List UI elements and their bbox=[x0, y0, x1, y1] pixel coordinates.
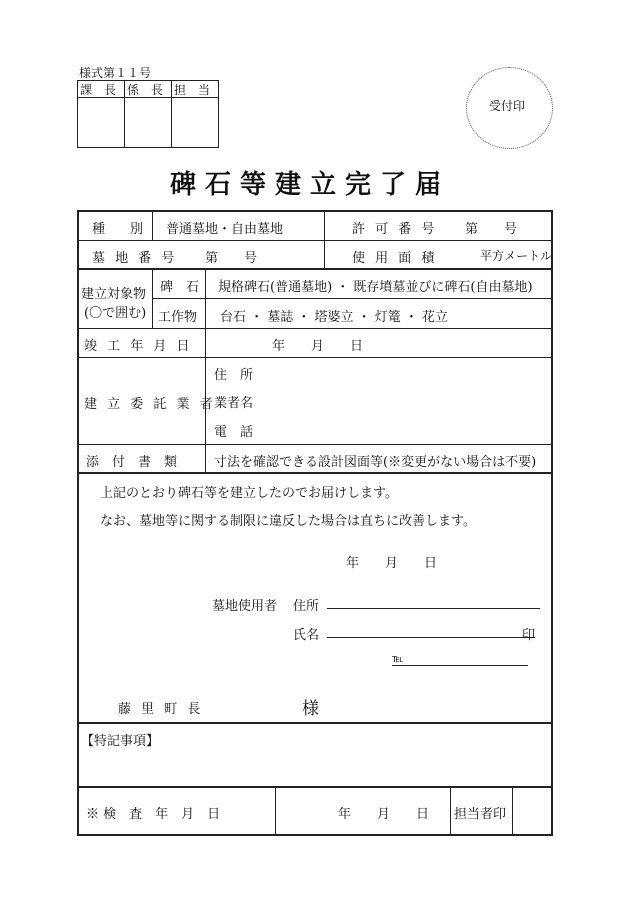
row-divider bbox=[77, 268, 553, 270]
attachment-value: 寸法を確認できる設計図面等(※変更がない場合は不要) bbox=[214, 455, 537, 470]
permit-label: 許 可 番 号 bbox=[352, 222, 438, 237]
inspection-col-divider bbox=[450, 786, 451, 836]
completion-value: 年 月 日 bbox=[272, 339, 364, 354]
object-label: 建立対象物 bbox=[81, 287, 147, 302]
honorific: 様 bbox=[302, 699, 319, 719]
contractor-name-label: 業者名 bbox=[214, 396, 254, 411]
approval-header-staff: 担 当 bbox=[174, 83, 211, 97]
type-value: 普通墓地・自由墓地 bbox=[166, 222, 284, 237]
type-label: 種 別 bbox=[92, 222, 150, 237]
approval-header-chief: 課 長 bbox=[80, 83, 117, 97]
permit-value: 第 号 bbox=[465, 222, 518, 237]
inspection-col-divider bbox=[512, 786, 513, 836]
name-field[interactable] bbox=[327, 637, 535, 638]
attachment-label: 添 付 書 類 bbox=[86, 455, 178, 470]
area-unit: 平方メートル bbox=[480, 249, 553, 263]
form-title: 碑石等建立完了届 bbox=[170, 170, 451, 200]
notes-label: 【特記事項】 bbox=[81, 734, 160, 749]
inspection-col-divider bbox=[275, 786, 276, 836]
row-divider bbox=[77, 240, 553, 241]
lot-value: 第 号 bbox=[205, 251, 258, 266]
address-field[interactable] bbox=[327, 608, 540, 609]
tel-label: ℡ bbox=[392, 652, 404, 665]
seal-mark: 印 bbox=[522, 628, 536, 643]
object-label-note: (〇で囲む) bbox=[84, 306, 147, 321]
row-divider bbox=[152, 298, 553, 299]
user-label: 墓地使用者 bbox=[212, 599, 278, 614]
addressee: 藤 里 町 長 bbox=[118, 702, 204, 717]
area-label: 使 用 面 積 bbox=[352, 251, 438, 266]
inspection-label: ※ 検 査 年 月 日 bbox=[86, 807, 221, 822]
col-divider bbox=[152, 210, 153, 240]
body-line-2: なお、墓地等に関する制限に違反した場合は直ちに改善します。 bbox=[100, 514, 476, 529]
lot-label: 墓 地 番 号 bbox=[92, 251, 178, 266]
inspection-date: 年 月 日 bbox=[338, 807, 430, 822]
inspection-divider bbox=[77, 786, 553, 788]
stone-label: 碑 石 bbox=[160, 280, 200, 295]
approval-divider-1 bbox=[124, 80, 125, 148]
approval-header-subchief: 係 長 bbox=[127, 83, 164, 97]
form-number: 様式第１１号 bbox=[79, 66, 152, 80]
stone-value: 規格碑石(普通墓地) ・ 既存墳墓並びに碑石(自由墓地) bbox=[218, 280, 533, 295]
completion-label: 竣 工 年 月 日 bbox=[84, 339, 193, 354]
officer-seal-label: 担当者印 bbox=[454, 807, 507, 822]
notes-divider bbox=[77, 722, 553, 724]
structure-value: 台石 ・ 墓誌 ・ 塔婆立 ・ 灯篭 ・ 花立 bbox=[220, 310, 449, 325]
body-line-1: 上記のとおり碑石等を建立したのでお届けします。 bbox=[100, 486, 398, 501]
contractor-phone-label: 電 話 bbox=[214, 425, 254, 440]
submission-date: 年 月 日 bbox=[346, 556, 438, 571]
col-divider bbox=[324, 210, 325, 268]
address-label: 住所 bbox=[293, 599, 320, 614]
col-divider bbox=[205, 268, 206, 474]
name-label: 氏名 bbox=[293, 628, 320, 643]
approval-divider-2 bbox=[171, 80, 172, 148]
structure-label: 工作物 bbox=[158, 310, 198, 325]
row-divider bbox=[77, 444, 553, 445]
row-divider bbox=[77, 357, 553, 358]
receipt-stamp-label: 受付印 bbox=[489, 99, 526, 113]
col-divider bbox=[152, 268, 153, 328]
contractor-address-label: 住 所 bbox=[214, 368, 254, 383]
tel-field[interactable] bbox=[392, 665, 528, 666]
row-divider bbox=[77, 328, 553, 329]
contractor-label: 建 立 委 託 業 者 bbox=[84, 397, 216, 412]
